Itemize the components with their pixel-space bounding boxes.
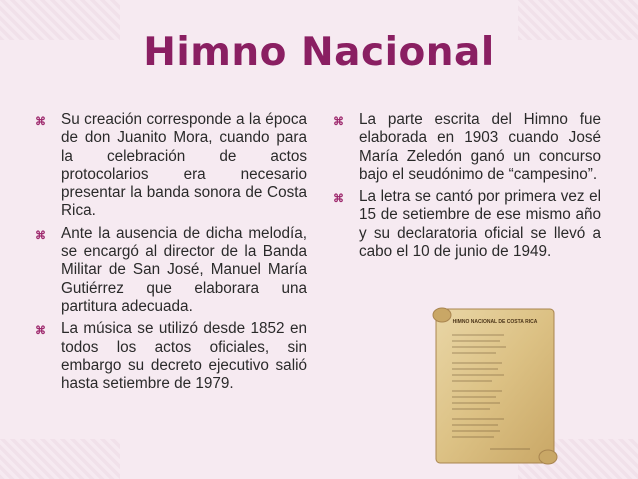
list-item	[35, 111, 307, 221]
ornament-bullet-icon: ⌘	[333, 193, 344, 206]
ornament-bullet-icon: ⌘	[333, 116, 344, 128]
list-item	[35, 225, 307, 316]
bullet-text: Ante la ausencia de dicha melodía, se encargó al director de la Banda Militar de San José, Manuel María Gutiérrez que elaborara una partitura adecuada.	[61, 224, 307, 315]
right-column	[333, 111, 601, 265]
decorative-pattern-bottom-left	[0, 439, 120, 479]
bullet-text: La letra se cantó por primera vez el 15 de setiembre de ese mismo año y su declaratoria oficial se llevó a cabo el 10 de junio de 1949.	[359, 188, 601, 261]
anthem-scroll-image	[430, 305, 560, 467]
list-item	[333, 111, 601, 184]
list-item	[35, 320, 307, 393]
bullet-text: La parte escrita del Himno fue elaborada en 1903 cuando José María Zeledón ganó un concurso bajo el seudónimo de “campesino”.	[359, 111, 601, 183]
ornament-bullet-icon: ⌘	[35, 229, 46, 242]
bullet-text: La música se utilizó desde 1852 en todos los actos oficiales, sin embargo su decreto ejecutivo salió hasta setiembre de 1979.	[61, 320, 307, 393]
slide-title: Himno Nacional	[143, 30, 495, 75]
scroll-caption: HIMNO NACIONAL DE COSTA RICA	[452, 319, 538, 325]
ornament-bullet-icon: ⌘	[35, 116, 46, 128]
list-item	[333, 188, 601, 261]
ornament-bullet-icon: ⌘	[35, 325, 46, 338]
left-column	[35, 111, 307, 397]
bullet-text: Su creación corresponde a la época de don Juanito Mora, cuando para la celebración de actos protocolarios era necesario presentar la banda sonora de Costa Rica.	[61, 111, 307, 220]
scroll-illustration	[430, 305, 560, 467]
